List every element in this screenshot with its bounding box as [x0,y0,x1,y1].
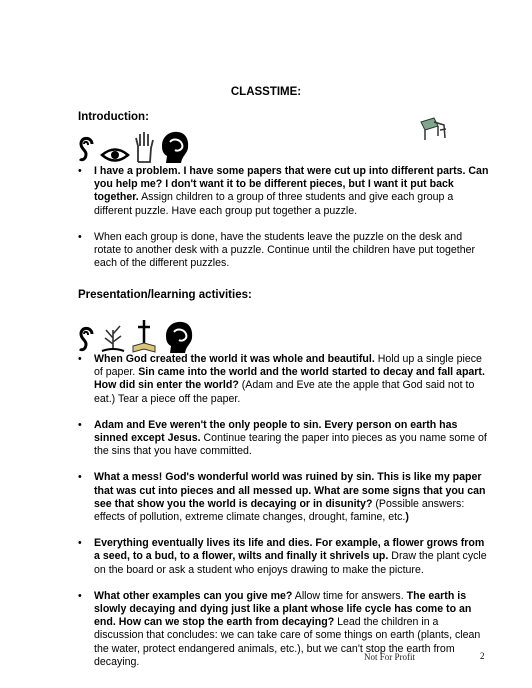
list-item-bold-text: The earth is slowly decaying and dying just like a plant whose life cycle has come to an end. How can we stop the earth from decaying? [94,589,472,629]
list-item-bold-text: What other examples can you give me? [94,589,293,602]
head-silhouette-icon [158,130,190,169]
list-item: • I have a problem. I have some papers that were cut up into different parts. Can you help me? I don't want it to be different pieces, but I want it put back together. Assign children to a group of three students and give each group a different puzzle. Have each group put together a puzzle. [78,165,489,217]
hand-icon [134,130,154,169]
list-item-text: (Adam and Eve ate the apple that God said not to eat.) Tear a piece off the paper. [94,379,475,405]
list-item-bold-text: Sin came into the world and the world started to decay and fall apart. How did sin enter the world? [94,366,485,392]
list-item: • When God created the world it was whole and beautiful. Hold up a single piece of paper. Sin came into the world and the world started to decay and fall apart. How did sin enter the world? (Adam and Eve ate the apple that God said not to eat.) Tear a piece off the paper. [78,353,485,405]
list-item: • When each group is done, have the students leave the puzzle on the desk and rotate to another desk with a puzzle. Continue until the children have put together each of the different puzzles. [78,230,476,270]
presentation-heading: Presentation/learning activities: [78,289,252,301]
footer-note: Not For Profit [364,652,416,662]
list-item-text: Lead the children in a discussion that concludes: we can take care of some things on earth (plants, clean the water, protect endangered animals, etc.), but we can't stop the earth from decaying. [94,616,481,668]
list-item-bold-text: What a mess! God's wonderful world was ruined by sin. This is like my paper that was cut into pieces and all messed up. What are some signs that you can see that show you the world is decaying or in disunity? [94,471,486,510]
ear-icon [78,134,96,169]
introduction-heading: Introduction: [78,111,149,123]
list-item-bold-text: Adam and Eve weren't the only people to sin. Every person on earth has sinned except Jesus. [94,418,458,445]
list-item-bold-text: When God created the world it was whole and beautiful. [94,353,375,365]
list-item-text: Allow time for answers. [292,589,407,602]
list-item-bold-text: ) [405,511,409,524]
list-item: • What a mess! God's wonderful world was ruined by sin. This is like my paper that was cut into pieces and all messed up. What are some signs that you can see that show you the world is decaying or in disunity? (Possible answers: effects of pollution, extreme climate changes, drought, famine, etc.) [78,471,486,524]
list-item-text: Draw the plant cycle on the board or ask a student who enjoys drawing to make the picture. [94,550,487,576]
desk-chair-icon [418,116,448,147]
list-item-text: (Possible answers: effects of pollution, extreme climate changes, drought, famine, etc. [94,497,465,524]
list-item-bold-text: I have a problem. I have some papers that were cut up into different parts. Can you help me? I don't want it to be different pieces, but I want it put back together. [94,165,489,204]
intro-icon-row [78,130,190,169]
list-item: • What other examples can you give me? Allow time for answers. The earth is slowly decaying and dying just like a plant whose life cycle has come to an end. How can we stop the earth from decaying? Lead the children in a discussion that concludes: we can take care of some things on earth (plants, clean the water, protect endangered animals, etc.), but we can't stop the earth from decaying. [78,589,481,668]
page-title: CLASSTIME: [230,86,302,98]
presentation-bullet-list [78,353,490,669]
list-item: • Everything eventually lives its life and dies. For example, a flower grows from a seed, to a bud, to a flower, wilts and finally it shrivels up. Draw the plant cycle on the board or ask a student who enjoys drawing to make the picture. [78,537,487,576]
list-item-text: When each group is done, have the students leave the puzzle on the desk and rotate to another desk with a puzzle. Continue until the children have put together each of the different puzzles. [94,230,476,270]
list-item-text: Hold up a single piece of paper. [94,353,482,379]
list-item-text: Continue tearing the paper into pieces as you name some of the sins that you have committed. [94,432,487,458]
intro-bullet-list [78,165,490,270]
page-number: 2 [480,651,485,661]
list-item-bold-text: Everything eventually lives its life and dies. For example, a flower grows from a seed, to a bud, to a flower, wilts and finally it shrivels up. [94,537,485,563]
list-item: • Adam and Eve weren't the only people to sin. Every person on earth has sinned except Jesus. Continue tearing the paper into pieces as you name some of the sins that you have committed. [78,418,487,458]
list-item-text: Assign children to a group of three students and give each group a different puzzle. Have each group put together a puzzle. [94,191,454,217]
